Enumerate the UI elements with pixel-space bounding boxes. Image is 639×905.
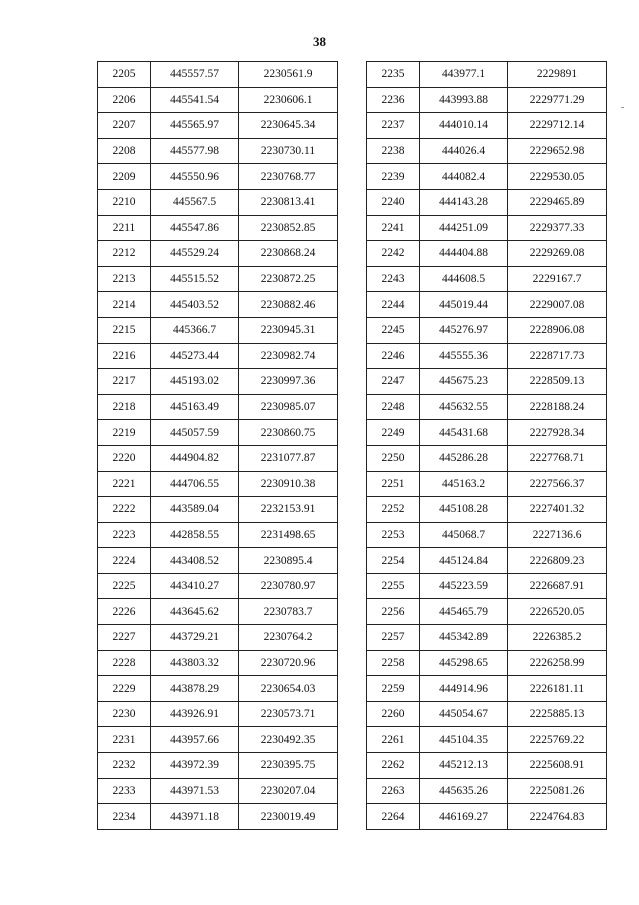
table-row [367, 62, 607, 88]
y-coordinate-cell: 2229465.89 [508, 189, 607, 215]
point-number-cell: 2246 [367, 343, 420, 369]
point-number-cell: 2258 [367, 650, 420, 676]
x-coordinate-cell: 445550.96 [151, 164, 239, 190]
x-coordinate-cell: 444904.82 [151, 445, 239, 471]
y-coordinate-cell: 2230868.24 [239, 241, 338, 267]
x-coordinate-cell: 443408.52 [151, 548, 239, 574]
point-number-cell: 2250 [367, 445, 420, 471]
y-coordinate-cell: 2230606.1 [239, 87, 338, 113]
point-number-cell: 2233 [98, 778, 151, 804]
table-row [367, 317, 607, 343]
point-number-cell: 2212 [98, 241, 151, 267]
table-row [98, 164, 338, 190]
point-number-cell: 2243 [367, 266, 420, 292]
y-coordinate-cell: 2230872.25 [239, 266, 338, 292]
point-number-cell: 2238 [367, 138, 420, 164]
table-row [98, 317, 338, 343]
point-number-cell: 2214 [98, 292, 151, 318]
table-row [98, 138, 338, 164]
point-number-cell: 2229 [98, 676, 151, 702]
y-coordinate-cell: 2226809.23 [508, 548, 607, 574]
point-number-cell: 2254 [367, 548, 420, 574]
x-coordinate-cell: 445529.24 [151, 241, 239, 267]
x-coordinate-cell: 445124.84 [420, 548, 508, 574]
table-row [367, 266, 607, 292]
y-coordinate-cell: 2227928.34 [508, 420, 607, 446]
page-number: 38 [313, 34, 326, 49]
table-row [98, 420, 338, 446]
point-number-cell: 2249 [367, 420, 420, 446]
x-coordinate-cell: 445286.28 [420, 445, 508, 471]
x-coordinate-cell: 444914.96 [420, 676, 508, 702]
y-coordinate-cell: 2230982.74 [239, 343, 338, 369]
table-row [367, 778, 607, 804]
point-number-cell: 2225 [98, 573, 151, 599]
table-row [98, 62, 338, 88]
y-coordinate-cell: 2228717.73 [508, 343, 607, 369]
table-row [98, 548, 338, 574]
table-row [367, 727, 607, 753]
y-coordinate-cell: 2230882.46 [239, 292, 338, 318]
table-row [367, 343, 607, 369]
y-coordinate-cell: 2230780.97 [239, 573, 338, 599]
x-coordinate-cell: 444026.4 [420, 138, 508, 164]
point-number-cell: 2205 [98, 62, 151, 88]
point-number-cell: 2239 [367, 164, 420, 190]
y-coordinate-cell: 2229652.98 [508, 138, 607, 164]
x-coordinate-cell: 445108.28 [420, 497, 508, 523]
table-row [367, 394, 607, 420]
y-coordinate-cell: 2225081.26 [508, 778, 607, 804]
table-row [98, 292, 338, 318]
point-number-cell: 2257 [367, 625, 420, 651]
point-number-cell: 2218 [98, 394, 151, 420]
x-coordinate-cell: 446169.27 [420, 804, 508, 830]
point-number-cell: 2234 [98, 804, 151, 830]
point-number-cell: 2262 [367, 753, 420, 779]
point-number-cell: 2232 [98, 753, 151, 779]
table-row [367, 599, 607, 625]
point-number-cell: 2263 [367, 778, 420, 804]
x-coordinate-cell: 444404.88 [420, 241, 508, 267]
table-row [98, 804, 338, 830]
y-coordinate-cell: 2229712.14 [508, 113, 607, 139]
table-row [367, 420, 607, 446]
y-coordinate-cell: 2230561.9 [239, 62, 338, 88]
point-number-cell: 2226 [98, 599, 151, 625]
point-number-cell: 2261 [367, 727, 420, 753]
x-coordinate-cell: 445193.02 [151, 369, 239, 395]
table-row [367, 113, 607, 139]
x-coordinate-cell: 445557.57 [151, 62, 239, 88]
table-row [367, 138, 607, 164]
x-coordinate-cell: 445212.13 [420, 753, 508, 779]
y-coordinate-cell: 2229891 [508, 62, 607, 88]
table-row [367, 804, 607, 830]
y-coordinate-cell: 2226520.05 [508, 599, 607, 625]
table-row [98, 701, 338, 727]
y-coordinate-cell: 2229007.08 [508, 292, 607, 318]
y-coordinate-cell: 2227768.71 [508, 445, 607, 471]
table-row [367, 215, 607, 241]
x-coordinate-cell: 445276.97 [420, 317, 508, 343]
y-coordinate-cell: 2230997.36 [239, 369, 338, 395]
table-row [367, 369, 607, 395]
x-coordinate-cell: 445104.35 [420, 727, 508, 753]
table-row [367, 625, 607, 651]
coordinate-table-right [366, 61, 607, 830]
table-row [367, 445, 607, 471]
point-number-cell: 2264 [367, 804, 420, 830]
x-coordinate-cell: 443972.39 [151, 753, 239, 779]
x-coordinate-cell: 443803.32 [151, 650, 239, 676]
table-row [367, 522, 607, 548]
table-row [98, 778, 338, 804]
y-coordinate-cell: 2230395.75 [239, 753, 338, 779]
x-coordinate-cell: 445366.7 [151, 317, 239, 343]
point-number-cell: 2213 [98, 266, 151, 292]
point-number-cell: 2219 [98, 420, 151, 446]
x-coordinate-cell: 443878.29 [151, 676, 239, 702]
y-coordinate-cell: 2229771.29 [508, 87, 607, 113]
y-coordinate-cell: 2232153.91 [239, 497, 338, 523]
point-number-cell: 2251 [367, 471, 420, 497]
y-coordinate-cell: 2226385.2 [508, 625, 607, 651]
point-number-cell: 2242 [367, 241, 420, 267]
table-row [98, 676, 338, 702]
x-coordinate-cell: 445298.65 [420, 650, 508, 676]
point-number-cell: 2256 [367, 599, 420, 625]
table-row [98, 369, 338, 395]
y-coordinate-cell: 2230783.7 [239, 599, 338, 625]
y-coordinate-cell: 2225885.13 [508, 701, 607, 727]
point-number-cell: 2210 [98, 189, 151, 215]
table-row [98, 650, 338, 676]
y-coordinate-cell: 2230207.04 [239, 778, 338, 804]
x-coordinate-cell: 445547.86 [151, 215, 239, 241]
point-number-cell: 2216 [98, 343, 151, 369]
y-coordinate-cell: 2229377.33 [508, 215, 607, 241]
y-coordinate-cell: 2227401.32 [508, 497, 607, 523]
x-coordinate-cell: 442858.55 [151, 522, 239, 548]
y-coordinate-cell: 2231077.87 [239, 445, 338, 471]
y-coordinate-cell: 2230945.31 [239, 317, 338, 343]
point-number-cell: 2237 [367, 113, 420, 139]
x-coordinate-cell: 445057.59 [151, 420, 239, 446]
point-number-cell: 2247 [367, 369, 420, 395]
point-number-cell: 2217 [98, 369, 151, 395]
table-row [98, 573, 338, 599]
table-row [367, 471, 607, 497]
x-coordinate-cell: 445431.68 [420, 420, 508, 446]
table-row [98, 241, 338, 267]
table-row [367, 650, 607, 676]
point-number-cell: 2209 [98, 164, 151, 190]
table-row [367, 189, 607, 215]
point-number-cell: 2223 [98, 522, 151, 548]
point-number-cell: 2206 [98, 87, 151, 113]
x-coordinate-cell: 443645.62 [151, 599, 239, 625]
table-row [98, 343, 338, 369]
y-coordinate-cell: 2230910.38 [239, 471, 338, 497]
x-coordinate-cell: 444082.4 [420, 164, 508, 190]
y-coordinate-cell: 2230573.71 [239, 701, 338, 727]
y-coordinate-cell: 2230019.49 [239, 804, 338, 830]
x-coordinate-cell: 445555.36 [420, 343, 508, 369]
table-row [367, 241, 607, 267]
table-row [98, 266, 338, 292]
y-coordinate-cell: 2230645.34 [239, 113, 338, 139]
y-coordinate-cell: 2226258.99 [508, 650, 607, 676]
table-row [367, 753, 607, 779]
x-coordinate-cell: 443957.66 [151, 727, 239, 753]
y-coordinate-cell: 2230764.2 [239, 625, 338, 651]
x-coordinate-cell: 445515.52 [151, 266, 239, 292]
x-coordinate-cell: 445577.98 [151, 138, 239, 164]
x-coordinate-cell: 445565.97 [151, 113, 239, 139]
point-number-cell: 2221 [98, 471, 151, 497]
point-number-cell: 2230 [98, 701, 151, 727]
x-coordinate-cell: 443589.04 [151, 497, 239, 523]
point-number-cell: 2222 [98, 497, 151, 523]
point-number-cell: 2227 [98, 625, 151, 651]
y-coordinate-cell: 2225769.22 [508, 727, 607, 753]
point-number-cell: 2245 [367, 317, 420, 343]
y-coordinate-cell: 2230654.03 [239, 676, 338, 702]
table-row [98, 522, 338, 548]
x-coordinate-cell: 443410.27 [151, 573, 239, 599]
point-number-cell: 2220 [98, 445, 151, 471]
point-number-cell: 2260 [367, 701, 420, 727]
point-number-cell: 2244 [367, 292, 420, 318]
y-coordinate-cell: 2230852.85 [239, 215, 338, 241]
table-row [98, 471, 338, 497]
y-coordinate-cell: 2230730.11 [239, 138, 338, 164]
table-row [367, 497, 607, 523]
y-coordinate-cell: 2229269.08 [508, 241, 607, 267]
table-row [98, 727, 338, 753]
table-row [367, 292, 607, 318]
point-number-cell: 2224 [98, 548, 151, 574]
y-coordinate-cell: 2231498.65 [239, 522, 338, 548]
point-number-cell: 2211 [98, 215, 151, 241]
point-number-cell: 2248 [367, 394, 420, 420]
x-coordinate-cell: 445567.5 [151, 189, 239, 215]
point-number-cell: 2208 [98, 138, 151, 164]
point-number-cell: 2259 [367, 676, 420, 702]
point-number-cell: 2255 [367, 573, 420, 599]
point-number-cell: 2215 [98, 317, 151, 343]
margin-mark [621, 107, 624, 108]
y-coordinate-cell: 2230895.4 [239, 548, 338, 574]
x-coordinate-cell: 444608.5 [420, 266, 508, 292]
x-coordinate-cell: 445223.59 [420, 573, 508, 599]
point-number-cell: 2240 [367, 189, 420, 215]
x-coordinate-cell: 445541.54 [151, 87, 239, 113]
table-row [98, 625, 338, 651]
table-row [98, 497, 338, 523]
x-coordinate-cell: 443729.21 [151, 625, 239, 651]
y-coordinate-cell: 2224764.83 [508, 804, 607, 830]
table-row [98, 87, 338, 113]
x-coordinate-cell: 444251.09 [420, 215, 508, 241]
y-coordinate-cell: 2228188.24 [508, 394, 607, 420]
point-number-cell: 2207 [98, 113, 151, 139]
y-coordinate-cell: 2230813.41 [239, 189, 338, 215]
table-row [367, 87, 607, 113]
x-coordinate-cell: 443926.91 [151, 701, 239, 727]
x-coordinate-cell: 445342.89 [420, 625, 508, 651]
x-coordinate-cell: 445273.44 [151, 343, 239, 369]
x-coordinate-cell: 444010.14 [420, 113, 508, 139]
x-coordinate-cell: 445163.49 [151, 394, 239, 420]
table-row [98, 189, 338, 215]
table-row [98, 753, 338, 779]
y-coordinate-cell: 2228509.13 [508, 369, 607, 395]
x-coordinate-cell: 445019.44 [420, 292, 508, 318]
y-coordinate-cell: 2225608.91 [508, 753, 607, 779]
point-number-cell: 2228 [98, 650, 151, 676]
x-coordinate-cell: 445465.79 [420, 599, 508, 625]
x-coordinate-cell: 444143.28 [420, 189, 508, 215]
x-coordinate-cell: 443993.88 [420, 87, 508, 113]
y-coordinate-cell: 2230860.75 [239, 420, 338, 446]
y-coordinate-cell: 2227566.37 [508, 471, 607, 497]
y-coordinate-cell: 2230985.07 [239, 394, 338, 420]
y-coordinate-cell: 2230768.77 [239, 164, 338, 190]
x-coordinate-cell: 444706.55 [151, 471, 239, 497]
table-row [98, 445, 338, 471]
point-number-cell: 2235 [367, 62, 420, 88]
table-row [98, 599, 338, 625]
table-row [367, 701, 607, 727]
y-coordinate-cell: 2229530.05 [508, 164, 607, 190]
y-coordinate-cell: 2230492.35 [239, 727, 338, 753]
table-row [367, 548, 607, 574]
y-coordinate-cell: 2228906.08 [508, 317, 607, 343]
x-coordinate-cell: 445635.26 [420, 778, 508, 804]
table-row [98, 394, 338, 420]
x-coordinate-cell: 443977.1 [420, 62, 508, 88]
table-row [367, 573, 607, 599]
point-number-cell: 2252 [367, 497, 420, 523]
x-coordinate-cell: 445163.2 [420, 471, 508, 497]
y-coordinate-cell: 2227136.6 [508, 522, 607, 548]
x-coordinate-cell: 445632.55 [420, 394, 508, 420]
table-row [367, 676, 607, 702]
y-coordinate-cell: 2229167.7 [508, 266, 607, 292]
coordinate-table-left [97, 61, 338, 830]
y-coordinate-cell: 2230720.96 [239, 650, 338, 676]
x-coordinate-cell: 445054.67 [420, 701, 508, 727]
point-number-cell: 2231 [98, 727, 151, 753]
y-coordinate-cell: 2226687.91 [508, 573, 607, 599]
x-coordinate-cell: 443971.53 [151, 778, 239, 804]
table-row [367, 164, 607, 190]
point-number-cell: 2241 [367, 215, 420, 241]
point-number-cell: 2253 [367, 522, 420, 548]
x-coordinate-cell: 445068.7 [420, 522, 508, 548]
x-coordinate-cell: 445403.52 [151, 292, 239, 318]
x-coordinate-cell: 445675.23 [420, 369, 508, 395]
table-row [98, 113, 338, 139]
table-row [98, 215, 338, 241]
x-coordinate-cell: 443971.18 [151, 804, 239, 830]
point-number-cell: 2236 [367, 87, 420, 113]
y-coordinate-cell: 2226181.11 [508, 676, 607, 702]
